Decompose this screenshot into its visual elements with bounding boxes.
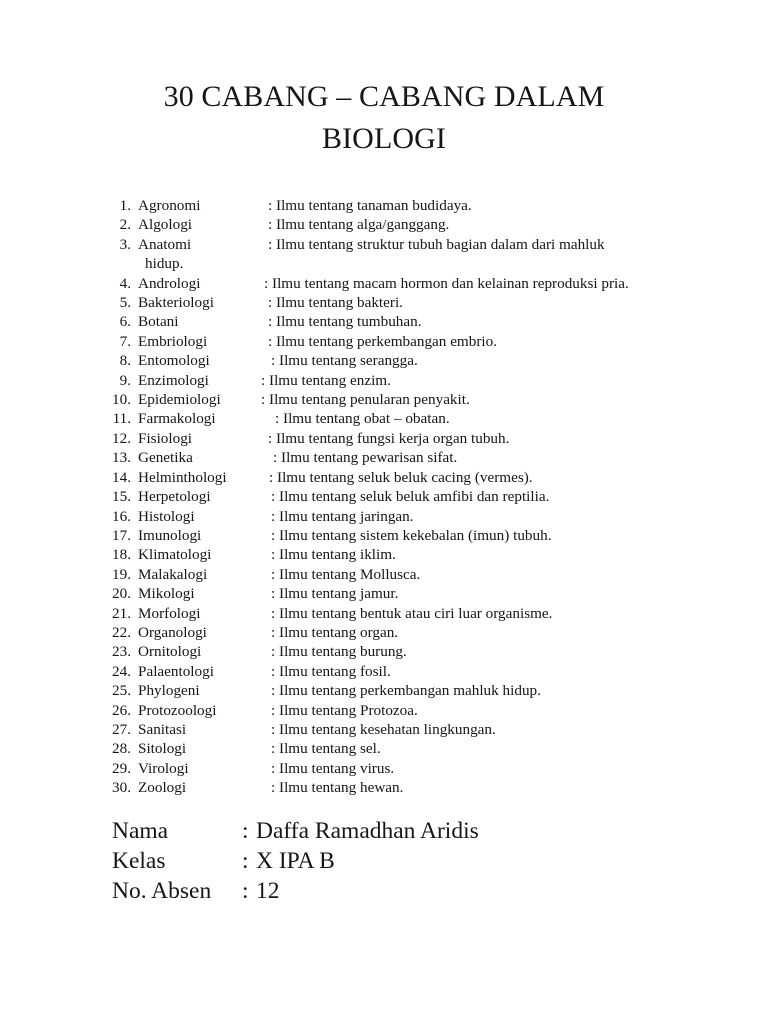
list-item-term: Entomologi (138, 352, 210, 370)
list-item-definition: : Ilmu tentang penularan penyakit. (261, 391, 470, 409)
list-item-number: 25. (112, 682, 131, 700)
list-item (0, 584, 768, 603)
list-item-definition: : Ilmu tentang tumbuhan. (268, 313, 422, 331)
identity-value: X IPA B (256, 847, 335, 874)
list-item-term: Organologi (138, 623, 207, 641)
list-item-term: Imunologi (138, 526, 202, 544)
identity-row (112, 846, 768, 876)
list-item (0, 623, 768, 642)
list-item-number: 11. (112, 410, 131, 428)
list-item (0, 681, 768, 700)
list-item-number: 8. (119, 352, 131, 370)
list-item-number: 13. (112, 449, 131, 467)
list-item (0, 371, 768, 390)
list-item-term: Palaentologi (138, 662, 214, 680)
list-item-term: Mikologi (138, 585, 195, 603)
list-item-term: Herpetologi (138, 488, 211, 506)
list-item-term: Algologi (138, 216, 193, 234)
list-item-number: 27. (112, 720, 131, 738)
list-item (0, 235, 768, 254)
list-item-definition: : Ilmu tentang jaringan. (271, 507, 414, 525)
continuation-indent (112, 254, 145, 273)
list-item (0, 293, 768, 312)
list-item-term: Zoologi (138, 779, 187, 797)
page-title (0, 0, 768, 160)
list-item-definition: : Ilmu tentang alga/ganggang. (268, 216, 450, 234)
list-item-term: Botani (138, 313, 179, 331)
list-item-number: 28. (112, 740, 131, 758)
list-item-term: Phylogeni (138, 682, 200, 700)
list-item-term: Klimatologi (138, 546, 212, 564)
list-item-number: 22. (112, 623, 131, 641)
biology-branch-list (0, 160, 768, 798)
list-item (0, 526, 768, 545)
list-item-definition: : Ilmu tentang pewarisan sifat. (273, 449, 458, 467)
list-item (0, 662, 768, 681)
list-item-continuation-text: hidup. (145, 255, 184, 273)
list-item (0, 332, 768, 351)
identity-label: Nama (112, 817, 169, 844)
list-item-definition: : Ilmu tentang sel. (271, 740, 381, 758)
list-item-number: 16. (112, 507, 131, 525)
list-item (0, 487, 768, 506)
identity-value: Daffa Ramadhan Aridis (256, 817, 479, 844)
list-item-definition: : Ilmu tentang organ. (271, 623, 399, 641)
list-item-number: 17. (112, 526, 131, 544)
list-item-number: 29. (112, 759, 131, 777)
list-item-definition: : Ilmu tentang perkembangan embrio. (268, 332, 498, 350)
list-item (0, 196, 768, 215)
list-item (0, 507, 768, 526)
list-item-number: 5. (119, 294, 131, 312)
list-item-term: Genetika (138, 449, 193, 467)
identity-separator: : (242, 847, 249, 874)
list-item-number: 12. (112, 429, 131, 447)
list-item-number: 9. (119, 371, 131, 389)
list-item-definition: : Ilmu tentang Mollusca. (271, 565, 421, 583)
page-title-line-1: 30 CABANG – CABANG DALAM (163, 80, 605, 113)
list-item-definition: : Ilmu tentang burung. (271, 643, 407, 661)
list-item-definition: : Ilmu tentang perkembangan mahluk hidup. (271, 682, 541, 700)
list-item-number: 19. (112, 565, 131, 583)
identity-row (112, 816, 768, 846)
list-item-definition: : Ilmu tentang bentuk atau ciri luar organisme. (271, 604, 553, 622)
student-identity-block (0, 798, 768, 906)
list-item-number: 26. (112, 701, 131, 719)
list-item-number: 24. (112, 662, 131, 680)
list-item-definition: : Ilmu tentang enzim. (261, 371, 391, 389)
list-item-number: 10. (112, 391, 131, 409)
identity-value: 12 (256, 877, 280, 904)
list-item-term: Sitologi (138, 740, 187, 758)
list-item-definition: : Ilmu tentang kesehatan lingkungan. (271, 720, 496, 738)
list-item-term: Sanitasi (138, 720, 187, 738)
list-item (0, 312, 768, 331)
list-item-definition: : Ilmu tentang seluk beluk cacing (vermes). (269, 468, 533, 486)
list-item-definition: : Ilmu tentang hewan. (271, 779, 404, 797)
list-item-definition: : Ilmu tentang struktur tubuh bagian dalam dari mahluk (268, 235, 605, 253)
identity-label: No. Absen (112, 877, 212, 904)
list-item-definition: : Ilmu tentang fosil. (271, 662, 391, 680)
list-item-number: 15. (112, 488, 131, 506)
list-item-number: 6. (119, 313, 131, 331)
list-item-term: Anatomi (138, 235, 192, 253)
list-item-number: 18. (112, 546, 131, 564)
identity-label: Kelas (112, 847, 166, 874)
identity-separator: : (242, 877, 249, 904)
list-item-term: Epidemiologi (138, 391, 221, 409)
list-item-term: Protozoologi (138, 701, 217, 719)
list-item-definition: : Ilmu tentang fungsi kerja organ tubuh. (268, 429, 510, 447)
list-item-number: 23. (112, 643, 131, 661)
list-item (0, 604, 768, 623)
page-title-line-2: BIOLOGI (321, 122, 446, 155)
list-item (0, 409, 768, 428)
list-item-term: Ornitologi (138, 643, 202, 661)
list-item-definition: : Ilmu tentang Protozoa. (271, 701, 418, 719)
identity-row (112, 876, 768, 906)
list-item (0, 759, 768, 778)
list-item-term: Histologi (138, 507, 195, 525)
list-item (0, 448, 768, 467)
list-item (0, 390, 768, 409)
list-item-number: 20. (112, 585, 131, 603)
list-item-term: Malakalogi (138, 565, 208, 583)
list-item (0, 701, 768, 720)
list-item-definition: : Ilmu tentang seluk beluk amfibi dan reptilia. (271, 488, 550, 506)
list-item-definition: : Ilmu tentang sistem kekebalan (imun) tubuh. (271, 526, 552, 544)
list-item (0, 545, 768, 564)
list-item-number: 2. (119, 216, 131, 234)
list-item-number: 30. (112, 779, 131, 797)
list-item (0, 215, 768, 234)
list-item-definition: : Ilmu tentang jamur. (271, 585, 399, 603)
list-item-term: Virologi (138, 759, 189, 777)
list-item-definition: : Ilmu tentang virus. (271, 759, 395, 777)
list-item-continuation (0, 254, 768, 273)
list-item-definition: : Ilmu tentang tanaman budidaya. (268, 197, 472, 214)
list-item (0, 351, 768, 370)
list-item (0, 739, 768, 758)
list-item-number: 1. (119, 197, 131, 214)
list-item (0, 565, 768, 584)
list-item (0, 468, 768, 487)
list-item-definition: : Ilmu tentang iklim. (271, 546, 396, 564)
list-item-term: Morfologi (138, 604, 201, 622)
list-item-term: Agronomi (138, 197, 201, 214)
list-item (0, 274, 768, 293)
list-item-definition: : Ilmu tentang macam hormon dan kelainan reproduksi pria. (264, 274, 629, 292)
list-item-term: Embriologi (138, 332, 208, 350)
list-item-term: Enzimologi (138, 371, 209, 389)
list-item-term: Andrologi (138, 274, 201, 292)
list-item-term: Bakteriologi (138, 294, 214, 312)
list-item-number: 21. (112, 604, 131, 622)
list-item (0, 429, 768, 448)
list-item (0, 642, 768, 661)
identity-separator: : (242, 817, 249, 844)
list-item (0, 720, 768, 739)
list-item (0, 778, 768, 797)
list-item-definition: : Ilmu tentang bakteri. (268, 294, 403, 312)
list-item-number: 7. (119, 332, 131, 350)
list-item-definition: : Ilmu tentang serangga. (271, 352, 418, 370)
list-item-number: 4. (119, 274, 131, 292)
list-item-number: 3. (119, 235, 131, 253)
list-item-term: Fisiologi (138, 429, 193, 447)
list-item-definition: : Ilmu tentang obat – obatan. (275, 410, 450, 428)
list-item-term: Farmakologi (138, 410, 216, 428)
list-item-term: Helminthologi (138, 468, 227, 486)
list-item-number: 14. (112, 468, 131, 486)
